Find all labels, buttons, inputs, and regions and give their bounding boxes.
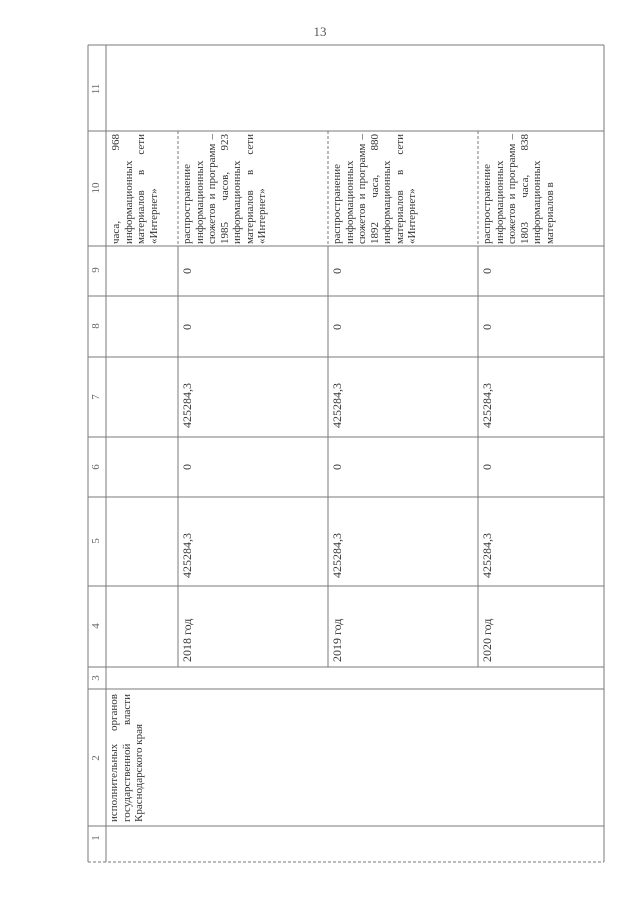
row-2020-c7: 425284,3: [480, 383, 494, 428]
row-2018-c9: 0: [180, 268, 194, 274]
page-number: 13: [313, 24, 327, 39]
row-2018-c6: 0: [180, 464, 194, 470]
row-2019-c8: 0: [330, 324, 344, 330]
row-2019-c7: 425284,3: [330, 383, 344, 428]
col-header-9: 9: [90, 267, 102, 273]
row-2020-total: 425284,3: [480, 533, 494, 578]
row-2020-c6: 0: [480, 464, 494, 470]
description-intro: часа, 968 информационных материалов в сети «Интернет»: [110, 134, 160, 244]
col-header-7: 7: [90, 394, 102, 400]
col-header-6: 6: [90, 464, 102, 470]
col-header-4: 4: [90, 623, 102, 629]
row-2019-year: 2019 год: [330, 618, 344, 662]
row-2019-total: 425284,3: [330, 533, 344, 578]
col-header-1: 1: [90, 835, 102, 841]
row-2018-c8: 0: [180, 324, 194, 330]
row-2020-c9: 0: [480, 268, 494, 274]
col-header-10: 10: [90, 182, 102, 194]
row-2020-c8: 0: [480, 324, 494, 330]
col-header-11: 11: [90, 83, 102, 95]
row-2020-year: 2020 год: [480, 618, 494, 662]
row-2018-c7: 425284,3: [180, 383, 194, 428]
row-2019-c9: 0: [330, 268, 344, 274]
row-2019-c6: 0: [330, 464, 344, 470]
row-2019-description: распространение информационных сюжетов и программ – 1892 часа, 880 информационных материалов в сети «Интернет»: [331, 134, 418, 244]
col-header-3: 3: [90, 675, 102, 681]
col-header-2: 2: [90, 755, 102, 761]
agency-cell: исполнительных органов государственной власти Краснодарского края: [108, 694, 145, 822]
col-header-8: 8: [90, 323, 102, 329]
row-2018-total: 425284,3: [180, 533, 194, 578]
row-2020-description: распространение информационных сюжетов и программ – 1803 часа, 838 информационных материалов в: [481, 134, 556, 244]
row-2018-description: распространение информационных сюжетов и программ – 1985 часов, 923 информационных материалов в сети «Интернет»: [181, 134, 268, 244]
row-2018-year: 2018 год: [180, 618, 194, 662]
col-header-5: 5: [90, 538, 102, 544]
